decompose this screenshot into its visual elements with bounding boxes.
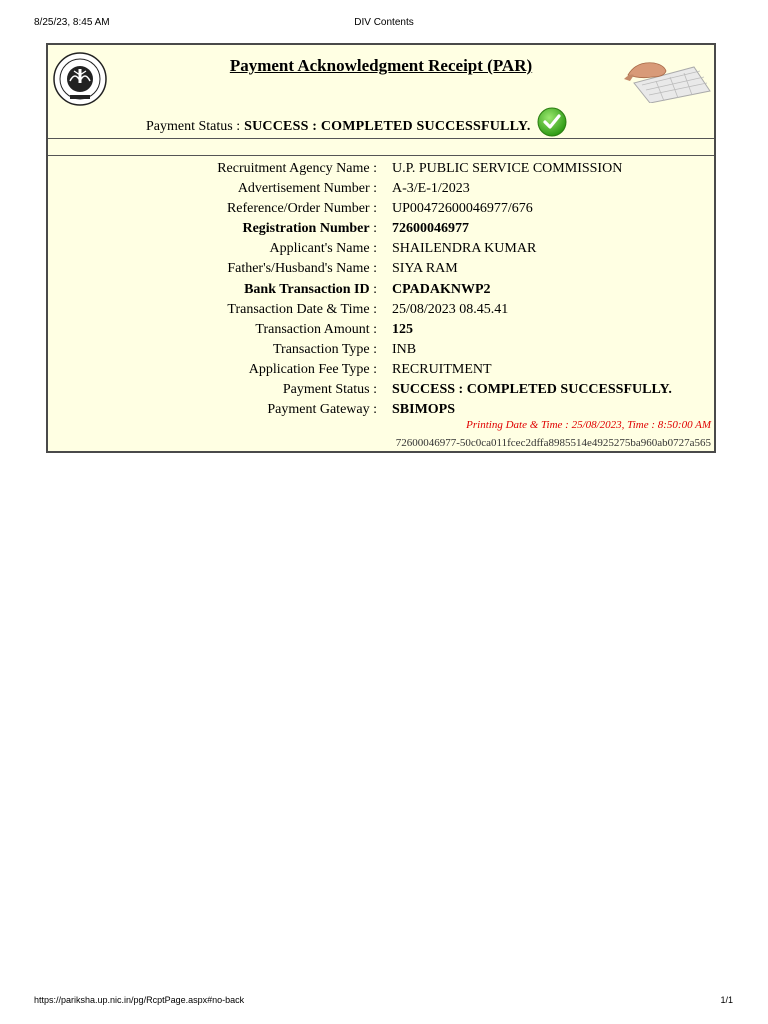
field-label: Transaction Type : [272,341,377,357]
receipt-spacer-row [48,138,714,156]
payment-status-line [146,117,567,137]
payment-receipt [46,43,716,453]
page-url: https://pariksha.up.nic.in/pg/RcptPage.aspx#no-back [34,995,245,1005]
page-count: 1/1 [720,995,733,1005]
field-row-bank-txn [48,280,714,300]
field-row-reference [48,199,714,219]
field-row-txn-type [48,340,714,360]
field-label-bold: Bank Transaction ID [244,281,370,297]
field-value: SHAILENDRA KUMAR [392,241,537,257]
field-row-registration [48,219,714,239]
field-row-father [48,259,714,279]
green-check-icon [537,107,567,137]
field-value: SUCCESS : COMPLETED SUCCESSFULLY. [392,382,672,398]
field-label: Reference/Order Number : [226,201,377,217]
field-value: INB [392,341,417,357]
field-label: Registration Number : [242,221,377,237]
field-label: Applicant's Name : [269,241,377,257]
field-value: U.P. PUBLIC SERVICE COMMISSION [392,161,623,176]
field-label: Recruitment Agency Name : [217,161,377,176]
field-row-fee-type [48,360,714,380]
field-value: SBIMOPS [392,402,456,418]
print-header [0,17,768,31]
printing-datetime: Printing Date & Time : 25/08/2023, Time : 8:50:00 AM [466,419,711,431]
field-label: Bank Transaction ID : [244,281,377,297]
field-value: SIYA RAM [392,261,458,277]
payment-status-label: Payment Status : [146,119,241,134]
field-row-applicant [48,239,714,259]
keyboard-hand-icon [624,53,712,103]
field-row-agency [48,159,714,179]
field-row-advertisement [48,179,714,199]
field-value: UP00472600046977/676 [392,201,533,217]
field-value: RECRUITMENT [392,361,492,377]
field-label: Father's/Husband's Name : [227,261,377,277]
field-label: Advertisement Number : [237,181,377,197]
field-row-txn-datetime [48,300,714,320]
field-value: A-3/E-1/2023 [392,181,470,197]
receipt-details [48,159,714,420]
field-row-txn-amount [48,320,714,340]
field-value: 25/08/2023 08.45.41 [392,301,509,317]
receipt-title: Payment Acknowledgment Receipt (PAR) [229,56,533,75]
field-row-payment-status [48,380,714,400]
field-label: Payment Gateway : [267,402,377,418]
print-page-title: DIV Contents [354,17,414,28]
field-value: 72600046977 [392,221,469,237]
receipt-hash: 72600046977-50c0ca011fcec2dffa8985514e4925275ba960ab0727a565 [395,437,711,449]
field-label: Payment Status : [282,382,377,398]
field-label: Transaction Date & Time : [227,301,377,317]
receipt-header [48,45,714,139]
field-label: Transaction Amount : [255,321,377,337]
field-row-gateway [48,400,714,420]
payment-status-value: SUCCESS : COMPLETED SUCCESSFULLY. [244,119,531,134]
print-datetime: 8/25/23, 8:45 AM [34,17,110,28]
field-label: Application Fee Type : [248,361,377,377]
field-label-bold: Registration Number [242,221,370,237]
print-footer [0,995,768,1009]
field-value: 125 [392,321,413,337]
field-value: CPADAKNWP2 [392,281,491,297]
